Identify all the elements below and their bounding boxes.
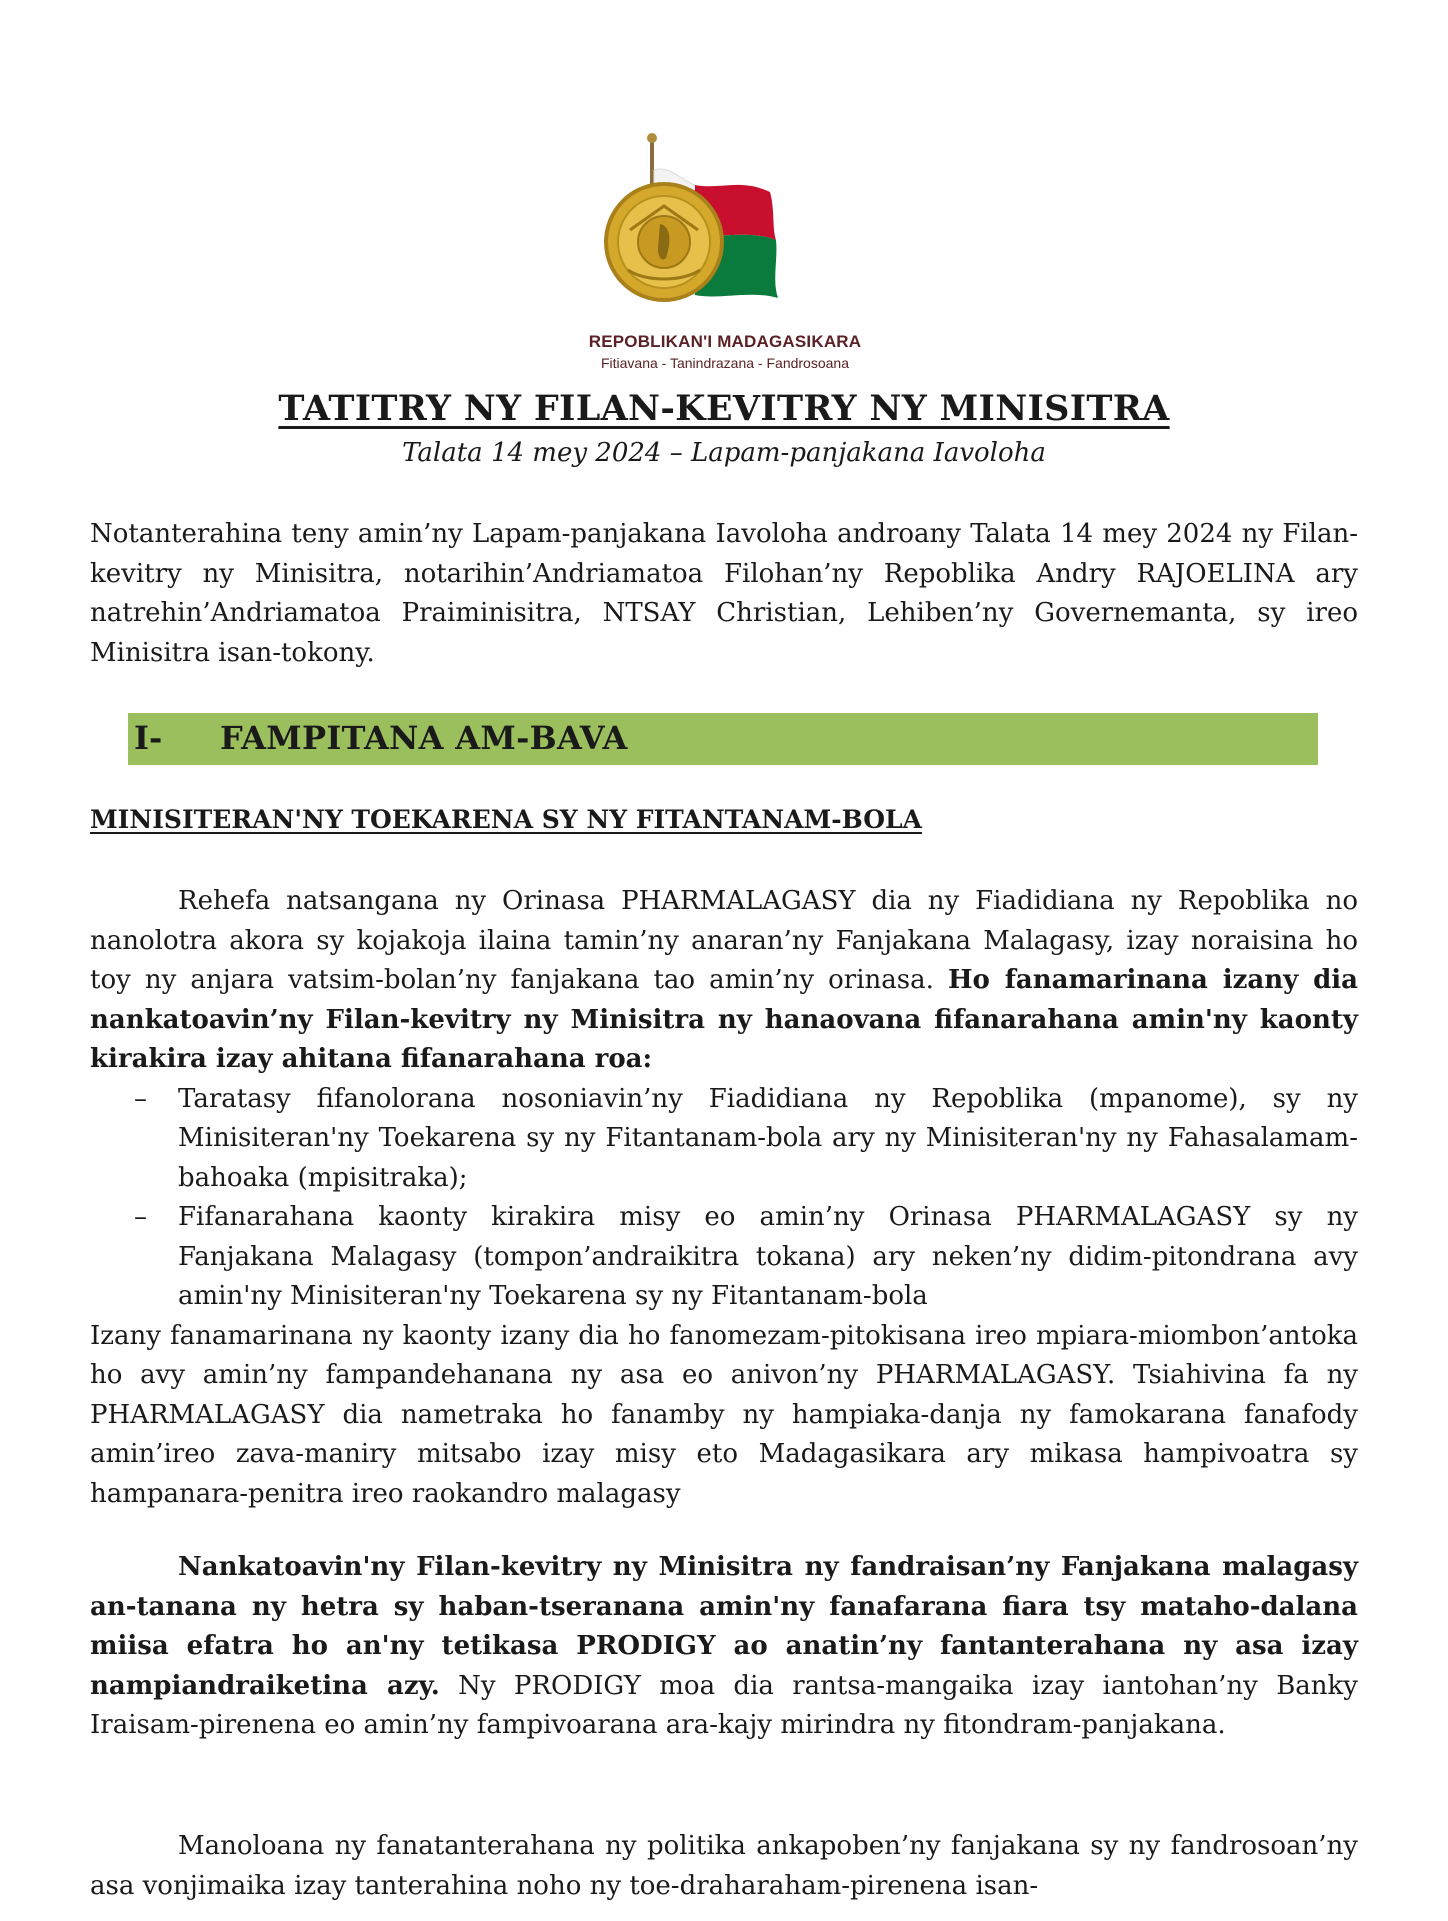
- page-title: TATITRY NY FILAN-KEVITRY NY MINISITRA: [278, 388, 1170, 429]
- p1-text: Rehefa natsangana ny Orinasa PHARMALAGASY dia ny Fiadidiana ny Repoblika no nanolotra akora sy kojakoja ilaina tamin’ny anaran’ny Fanjakana Malagasy, izay noraisina ho toy ny anjara vatsim-bolan’ny fanjakana tao amin’ny orinasa.: [90, 886, 1358, 995]
- section-number: I-: [134, 719, 163, 757]
- emblem-motto: Fitiavana - Tanindrazana - Fandrosoana: [600, 355, 849, 371]
- paragraph-account-validation: Izany fanamarinana ny kaonty izany dia ho fanomezam-pitokisana ireo mpiara-miombon’antoka ho avy amin’ny fampandehanana ny asa eo anivon’ny PHARMALAGASY. Tsiahivina fa ny PHARMALAGASY dia nametraka ho fanamby ny hampiaka-danja ny famokarana fanafody amin’ireo zava-maniry mitsabo izay misy eto Madagasikara ary mikasa hampivoatra sy hampanara-penitra ireo raokandro malagasy: [90, 1320, 1358, 1509]
- paragraph-pharmalagasy: [90, 882, 1358, 1514]
- list-item-text: Fifanarahana kaonty kirakira misy eo amin’ny Orinasa PHARMALAGASY sy ny Fanjakana Malagasy (tompon’andraikitra tokana) ary neken’ny didim-pitondrana avy amin'ny Minisiteran'ny Toekarena sy ny Fitantanam-bola: [178, 1202, 1358, 1311]
- p4-text: Manoloana ny fanatanterahana ny politika ankapoben’ny fanjakana sy ny fandrosoan’ny asa vonjimaika izay tanterahina noho ny toe-draharaham-pirenena isan-: [90, 1831, 1358, 1901]
- page-subtitle: Talata 14 mey 2024 – Lapam-panjakana Iavoloha: [402, 438, 1046, 468]
- paragraph-policy: [90, 1827, 1358, 1906]
- republic-emblem: [560, 130, 890, 375]
- dash-bullet-icon: –: [134, 1083, 147, 1114]
- agreement-list: [90, 1080, 1358, 1317]
- paragraph-pharmalagasy-text: [90, 882, 1358, 1080]
- p1-bold: Ho fanamarinana izany dia nankatoavin’ny Filan-kevitry ny Minisitra ny hanaovana fifanarahana amin'ny kaonty kirakira izay ahitana fifanarahana roa:: [90, 965, 1358, 1074]
- intro-paragraph: Notanterahina teny amin’ny Lapam-panjakana Iavoloha androany Talata 14 mey 2024 ny Filan-kevitry ny Minisitra, notarihin’Andriamatoa Filohan’ny Repoblika Andry RAJOELINA ary natrehin’Andriamatoa Praiminisitra, NTSAY Christian, Lehiben’ny Governemanta, sy ireo Minisitra isan-tokony.: [90, 519, 1358, 668]
- dash-bullet-icon: –: [134, 1202, 147, 1232]
- list-item: [90, 1080, 1358, 1199]
- list-item: [90, 1198, 1358, 1317]
- section-heading-band: [128, 713, 1318, 765]
- paragraph-prodigy: [90, 1548, 1358, 1746]
- p3-bold: Nankatoavin'ny Filan-kevitry ny Minisitra ny fandraisan’ny Fanjakana malagasy an-tanana ny hetra sy haban-tseranana amin'ny fanafarana fiara tsy mataho-dalana miisa efatra ho an'ny tetikasa PRODIGY ao anatin’ny fantanterahana ny asa izay nampiandraiketina azy.: [90, 1552, 1358, 1701]
- emblem-title: REPOBLIKAN'I MADAGASIKARA: [588, 332, 862, 351]
- p3-text: Ny PRODIGY moa dia rantsa-mangaika izay iantohan’ny Banky Iraisam-pirenena eo amin’ny fampivoarana ara-kajy mirindra ny fitondram-panjakana.: [90, 1670, 1358, 1740]
- emblem-flag-seal-icon: [600, 130, 850, 330]
- section-title: FAMPITANA AM-BAVA: [220, 719, 628, 757]
- list-item-text: Taratasy fifanolorana nosoniavin’ny Fiadidiana ny Repoblika (mpanome), sy ny Minisiteran'ny Toekarena sy ny Fitantanam-bola ary ny Minisiteran'ny ny Fahasalamam-bahoaka (mpisitraka);: [178, 1083, 1358, 1193]
- ministry-heading: MINISITERAN'NY TOEKARENA SY NY FITANTANAM-BOLA: [90, 805, 922, 834]
